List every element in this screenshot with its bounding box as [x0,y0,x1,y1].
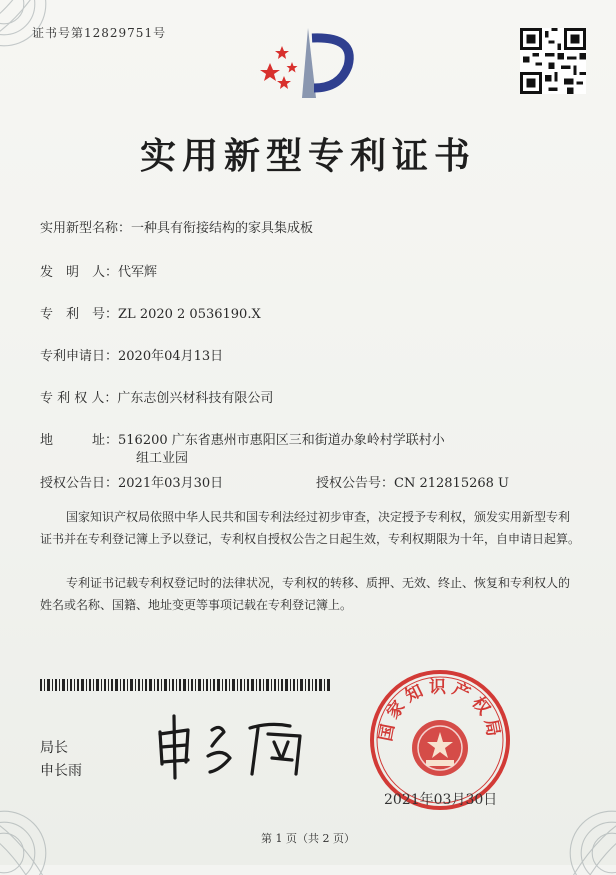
field-value: CN 212815268 U [394,476,509,491]
seal-text: 国家知识产权局 [376,677,504,743]
inventor-row [40,261,157,280]
field-label: 实用新型名称： [40,221,132,236]
filing-date-row [40,345,223,364]
certificate-title: 实用新型专利证书 [139,135,476,177]
page-number: 第 1 页（共 2 页） [261,832,355,845]
signatory-title: 局长 [40,740,68,756]
cnipa-emblem-icon [256,18,366,108]
field-value: 2021年03月30日 [118,476,224,491]
qr-code [520,28,586,94]
field-value: 516200 广东省惠州市惠阳区三和街道办象岭村学联村小 [118,433,445,448]
patent-number-row [40,303,261,322]
field-label: 专利申请日： [40,349,119,364]
barcode [40,679,330,691]
field-value: ZL 2020 2 0536190.X [118,307,261,322]
field-label: 专 利 权 人： [40,391,118,406]
patentee-row [40,387,273,406]
corner-ornament [0,0,92,92]
field-label: 发 明 人： [40,265,119,280]
corner-ornament [524,765,616,875]
grant-number-row [316,472,509,491]
handwritten-signature [150,712,325,782]
grant-date-row [40,472,223,491]
field-value: 2020年04月13日 [118,349,224,364]
field-value: 代军辉 [118,265,158,280]
signatory-name: 申长雨 [40,763,82,779]
grant-statement: 国家知识产权局依照中华人民共和国专利法经过初步审查，决定授予专利权，颁发实用新型专利证书并在专利登记簿上予以登记，专利权自授权公告之日起生效，专利权期限为十年，自申请日起算。 [40,510,581,546]
field-value: 广东志创兴材科技有限公司 [117,391,274,406]
field-label: 授权公告日： [40,476,119,491]
field-value: 一种具有衔接结构的家具集成板 [131,221,314,236]
field-label: 地 址： [40,433,119,448]
address-row [40,429,445,448]
corner-ornament [0,765,92,875]
utility-model-name-row [40,217,313,236]
address-row-continued [136,447,188,466]
seal-date: 2021年03月30日 [384,792,498,808]
record-statement: 专利证书记载专利权登记时的法律状况，专利权的转移、质押、无效、终止、恢复和专利权人的姓名或名称、国籍、地址变更等事项记载在专利登记簿上。 [40,576,571,612]
certificate-number: 证书号第12829751号 [32,26,167,40]
field-value: 组工业园 [136,451,189,466]
field-label: 专 利 号： [40,307,119,322]
field-label: 授权公告号： [316,476,395,491]
